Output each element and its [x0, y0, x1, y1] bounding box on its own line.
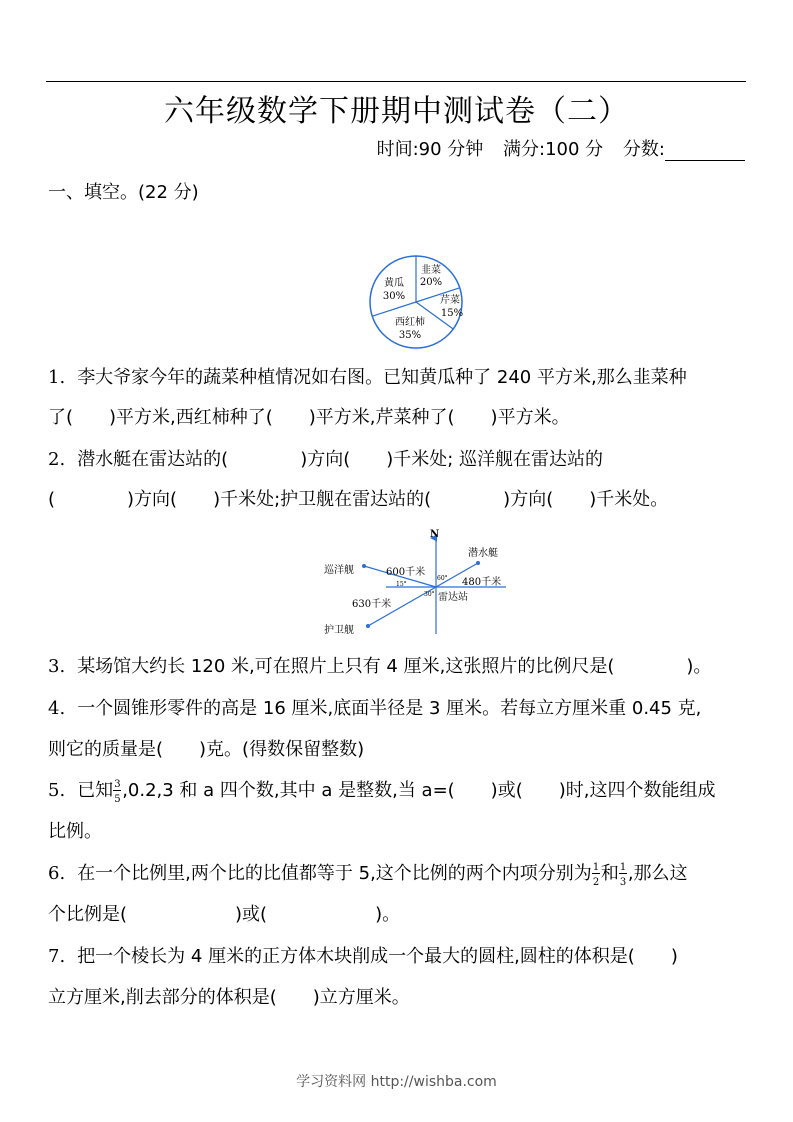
full-score-label: 满分:100 分: [503, 139, 604, 160]
slice-label-huanggua: 黄瓜: [384, 278, 404, 289]
question-text: 某场馆大约长 120 米,可在照片上只有 4 厘米,这张照片的比例尺是( )。: [77, 656, 712, 677]
radar-direction-diagram: [320, 526, 520, 638]
section-heading: 一、填空。(22 分): [48, 182, 199, 203]
exam-meta: [377, 135, 745, 161]
question-number: 4.: [48, 698, 66, 719]
distance-480: 480千米: [462, 577, 502, 588]
distance-600: 600千米: [386, 567, 426, 578]
fraction-one-half: $\frac{1}{2}$: [592, 862, 600, 888]
question-text: 李大爷家今年的蔬菜种植情况如右图。已知黄瓜种了 240 平方米,那么韭菜种: [77, 367, 687, 388]
question-3: [48, 657, 748, 677]
question-text: 一个圆锥形零件的高是 16 厘米,底面半径是 3 厘米。若每立方厘米重 0.45 克,: [77, 698, 702, 719]
question-5: [48, 779, 748, 805]
question-text: 个比例是( )或( )。: [48, 904, 401, 925]
score-blank[interactable]: [665, 140, 745, 161]
question-text: 在一个比例里,两个比的比值都等于 5,这个比例的两个内项分别为: [77, 863, 592, 884]
question-1-line2: [48, 408, 748, 428]
slice-value-jiucai: 20%: [419, 277, 443, 288]
score-label: 分数:: [622, 139, 665, 160]
page-title: 六年级数学下册期中测试卷（二）: [164, 94, 629, 129]
submarine-label: 潜水艇: [468, 548, 498, 559]
slice-label-jiucai: 韭菜: [421, 265, 441, 276]
angle-30: 30°: [424, 591, 435, 598]
question-6-line2: [48, 905, 748, 925]
angle-60: 60°: [437, 575, 448, 582]
top-rule: [46, 81, 746, 82]
question-number: 5.: [48, 780, 66, 801]
cruiser-label: 巡洋舰: [324, 565, 354, 576]
question-2: [48, 450, 748, 470]
question-number: 1.: [48, 367, 66, 388]
slice-value-qincai: 15%: [440, 308, 464, 319]
question-text: 则它的质量是( )克。(得数保留整数): [48, 739, 365, 760]
escort-label: 护卫舰: [324, 625, 354, 636]
question-6: [48, 862, 748, 888]
slice-label-qincai: 芹菜: [440, 295, 460, 306]
question-2-line2: [48, 490, 748, 510]
footer-watermark: 学习资料网 http://wishba.com: [296, 1074, 497, 1090]
question-text: 把一个棱长为 4 厘米的正方体木块削成一个最大的圆柱,圆柱的体积是( ): [77, 946, 678, 967]
question-number: 6.: [48, 863, 66, 884]
slice-label-xihongshi: 西红柿: [395, 317, 425, 328]
question-text: ( )方向( )千米处;护卫舰在雷达站的( )方向( )千米处。: [48, 489, 669, 510]
question-text: 立方厘米,削去部分的体积是( )立方厘米。: [48, 987, 410, 1008]
question-text: 已知: [77, 780, 114, 801]
question-text: ,那么这: [627, 863, 688, 884]
question-7: [48, 947, 748, 967]
question-4: [48, 699, 748, 719]
cruiser-point: [362, 564, 366, 568]
question-number: 2.: [48, 449, 66, 470]
question-4-line2: [48, 740, 748, 760]
fraction-three-fifths: $\frac{3}{5}$: [114, 779, 121, 805]
question-text: 和: [600, 863, 619, 884]
question-1: [48, 368, 748, 388]
time-label: 时间:90 分钟: [376, 139, 484, 160]
question-text: 潜水艇在雷达站的( )方向( )千米处; 巡洋舰在雷达站的: [77, 449, 604, 470]
question-text: ,0.2,3 和 a 四个数,其中 a 是整数,当 a=( )或( )时,这四个数能组成: [122, 780, 716, 801]
question-5-line2: [48, 822, 748, 842]
distance-630: 630千米: [352, 599, 392, 610]
fraction-one-third: $\frac{1}{3}$: [619, 862, 627, 888]
submarine-point: [476, 561, 480, 565]
question-text: 了( )平方米,西红柿种了( )平方米,芹菜种了( )平方米。: [48, 407, 570, 428]
escort-point: [366, 624, 370, 628]
vegetable-pie-chart: [364, 252, 474, 352]
question-text: 比例。: [48, 821, 102, 842]
angle-15: 15°: [396, 581, 407, 588]
question-number: 7.: [48, 946, 66, 967]
question-7-line2: [48, 988, 748, 1008]
slice-value-xihongshi: 35%: [398, 330, 422, 341]
north-label: N: [430, 529, 440, 540]
slice-value-huanggua: 30%: [382, 291, 406, 302]
question-number: 3.: [48, 656, 66, 677]
radar-label: 雷达站: [438, 592, 468, 603]
